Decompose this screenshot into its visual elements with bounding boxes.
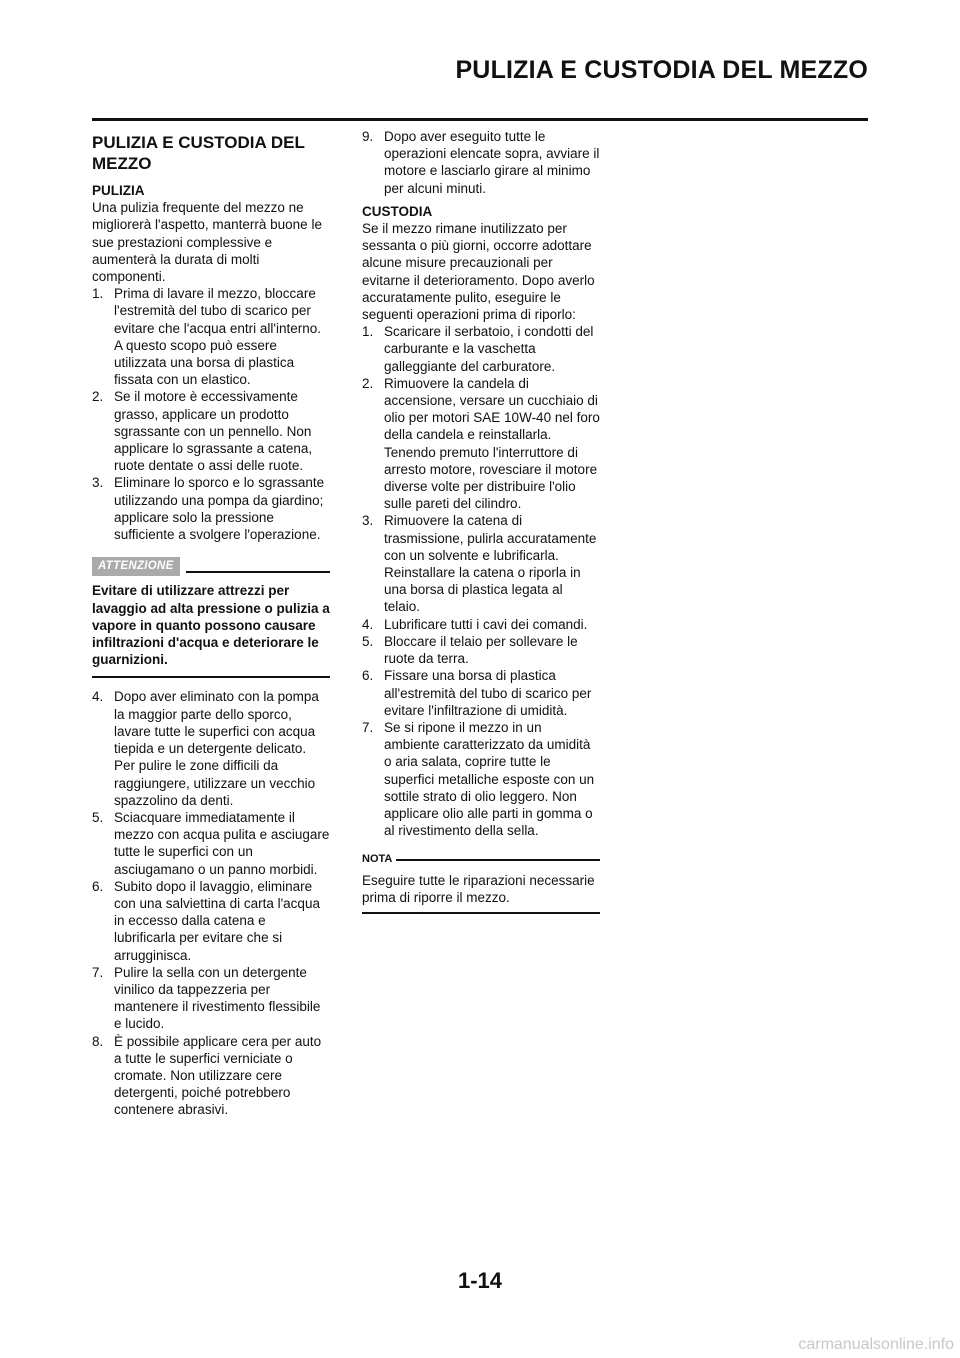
list-item-number: 6.	[362, 668, 374, 684]
page-header-title: PULIZIA E CUSTODIA DEL MEZZO	[455, 56, 868, 84]
caution-text: Evitare di utilizzare attrezzi per lavaggio ad alta pressione o pulizia a vapore in quanto possono causare infiltrazioni d'acqua e deteriorare le guarnizioni.	[92, 582, 330, 678]
list-item-number: 6.	[92, 878, 104, 894]
list-item	[362, 375, 600, 513]
list-item	[362, 323, 600, 375]
list-item-number: 4.	[362, 616, 374, 632]
list-item	[92, 688, 330, 808]
list-item	[362, 616, 600, 633]
watermark: carmanualsonline.info	[798, 1336, 954, 1353]
list-item-number: 1.	[362, 324, 374, 340]
header-divider	[92, 118, 868, 121]
list-item-text: Prima di lavare il mezzo, bloccare l'estremità del tubo di scarico per evitare che l'acqua entri all'interno. A questo scopo può essere utilizzata una borsa di plastica fissata con un elastico.	[114, 286, 322, 388]
list-item-text: È possibile applicare cera per auto a tutte le superfici verniciate o cromate. Non utilizzare cere detergenti, poiché potrebbero contenere abrasivi.	[114, 1033, 322, 1118]
cleaning-intro: Una pulizia frequente del mezzo ne migliorerà l'aspetto, manterrà buone le sue prestazioni complessive e aumenterà la durata di molti componenti.	[92, 200, 322, 285]
page-number: 1-14	[457, 1268, 503, 1293]
storage-heading: CUSTODIA	[362, 203, 433, 219]
list-item	[92, 474, 330, 543]
caution-box	[92, 557, 330, 678]
section-title: PULIZIA E CUSTODIA DEL MEZZO	[92, 133, 305, 173]
list-item-number: 3.	[362, 513, 374, 529]
storage-intro: Se il mezzo rimane inutilizzato per sessanta o più giorni, occorre adottare alcune misure precauzionali per evitarne il deterioramento. Dopo averlo accuratamente pulito, eseguire le seguenti operazioni prima di riporlo:	[362, 221, 595, 323]
list-item-number: 2.	[92, 389, 104, 405]
list-item-number: 1.	[92, 286, 104, 302]
list-item	[92, 1033, 330, 1119]
list-item-number: 3.	[92, 475, 104, 491]
left-column	[92, 128, 330, 1119]
list-item-text: Bloccare il telaio per sollevare le ruote da terra.	[384, 633, 578, 667]
list-item-text: Se si ripone il mezzo in un ambiente caratterizzato da umidità o aria salata, coprire tutte le superfici metalliche esposte con un sottile strato di olio leggero. Non applicare olio alle parti in gomma o al rivestimento della sella.	[384, 719, 595, 839]
list-item-number: 7.	[362, 719, 374, 735]
cleaning-steps-list-final	[362, 128, 600, 197]
list-item-number: 7.	[92, 964, 104, 980]
cleaning-steps-list-continued	[92, 688, 330, 1118]
list-item-text: Eliminare lo sporco e lo sgrassante utilizzando una pompa da giardino; applicare solo la pressione sufficiente a svolgere l'operazione.	[114, 475, 325, 543]
list-item-text: Fissare una borsa di plastica all'estremità del tubo di scarico per evitare l'infiltrazione di umidità.	[384, 668, 592, 718]
list-item	[362, 128, 600, 197]
list-item-text: Sciacquare immediatamente il mezzo con acqua pulita e asciugare tutte le superfici con un asciugamano o un panno morbidi.	[114, 809, 330, 877]
list-item-number: 5.	[362, 633, 374, 649]
list-item-text: Se il motore è eccessivamente grasso, applicare un prodotto sgrassante con un pennello. Non applicare lo sgrassante a catena, ruote dentate o assi delle ruote.	[114, 389, 313, 474]
note-rule	[396, 859, 600, 861]
cleaning-steps-list	[92, 285, 330, 543]
caution-label: ATTENZIONE	[92, 557, 180, 576]
list-item-text: Rimuovere la catena di trasmissione, pulirla accuratamente con un solvente e lubrificarla. Reinstallare la catena o riporla in una borsa di plastica legata al telaio.	[384, 513, 597, 615]
list-item-number: 8.	[92, 1033, 104, 1049]
cleaning-heading: PULIZIA	[92, 183, 145, 198]
list-item-text: Rimuovere la candela di accensione, versare un cucchiaio di olio per motori SAE 10W-40 nel foro della candela e reinstallarla. Tenendo premuto l'interruttore di arresto motore, rovesciare il motore diverse volte per distribuire l'olio sulle pareti del cilindro.	[384, 375, 600, 512]
storage-steps-list	[362, 323, 600, 839]
note-label: NOTA	[362, 853, 393, 866]
list-item-text: Dopo aver eseguito tutte le operazioni elencate sopra, avviare il motore e lasciarlo girare al minimo per alcuni minuti.	[384, 129, 600, 196]
list-item	[92, 964, 330, 1033]
list-item	[362, 719, 600, 839]
list-item-number: 9.	[362, 129, 374, 144]
list-item-text: Subito dopo il lavaggio, eliminare con una salviettina di carta l'acqua in eccesso dalla catena e lubrificarla per evitare che si arrugginisca.	[114, 878, 320, 963]
middle-column	[362, 128, 600, 914]
list-item-text: Scaricare il serbatoio, i condotti del carburante e la vaschetta galleggiante del carburatore.	[384, 324, 594, 374]
note-text: Eseguire tutte le riparazioni necessarie prima di riporre il mezzo.	[362, 869, 600, 914]
list-item	[362, 512, 600, 615]
list-item	[92, 878, 330, 964]
list-item	[362, 667, 600, 719]
list-item	[92, 809, 330, 878]
list-item	[362, 633, 600, 667]
list-item	[92, 388, 330, 474]
list-item-text: Dopo aver eliminato con la pompa la maggior parte dello sporco, lavare tutte le superfici con acqua tiepida e un detergente delicato. Per pulire le zone difficili da raggiungere, utilizzare un vecchio spazzolino da denti.	[114, 689, 319, 808]
list-item-number: 4.	[92, 689, 104, 705]
list-item-number: 2.	[362, 375, 374, 391]
list-item-text: Lubrificare tutti i cavi dei comandi.	[384, 616, 588, 632]
list-item	[92, 285, 330, 388]
caution-rule	[186, 571, 330, 573]
list-item-text: Pulire la sella con un detergente vinilico da tappezzeria per mantenere il rivestimento flessibile e lucido.	[114, 964, 321, 1032]
note-box	[362, 851, 600, 914]
list-item-number: 5.	[92, 809, 104, 825]
